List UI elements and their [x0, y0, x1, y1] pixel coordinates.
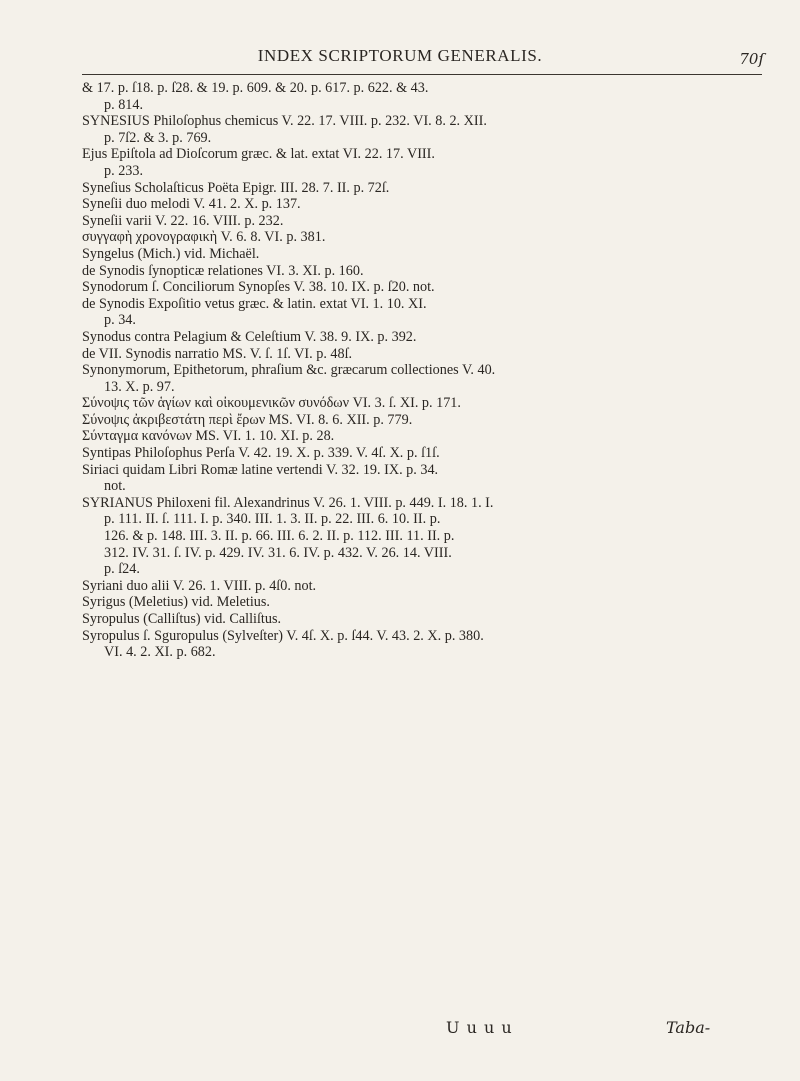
entry-line: & 17. p. ſ18. p. ſ28. & 19. p. 609. & 20. p. 617. p. 622. & 43. [82, 80, 429, 96]
index-entries [82, 80, 772, 661]
entry-line: p. 111. II. ſ. 111. I. p. 340. III. 1. 3. II. p. 22. III. 6. 10. II. p. [104, 511, 441, 528]
entry-line: Syngelus (Mich.) vid. Michaël. [82, 245, 260, 262]
entry-line: Syneſius Scholaſticus Poëta Epigr. III. 28. 7. II. p. 72ſ. [82, 179, 390, 196]
entry-line: Synonymorum, Epithetorum, phraſium &c. græcarum collectiones V. 40. [82, 362, 496, 379]
catchword: Taba- [666, 1018, 711, 1037]
entry-line: SYRIANUS Philoxeni fil. Alexandrinus V. 26. 1. VIII. p. 449. I. 18. 1. I. [82, 494, 494, 511]
entry-line: p. ſ24. [104, 561, 140, 578]
entry-line: Syneſii duo melodi V. 41. 2. X. p. 137. [82, 196, 301, 213]
entry-line: de VII. Synodis narratio MS. V. ſ. 1ſ. VI. p. 48ſ. [82, 345, 353, 362]
index-entry [82, 263, 772, 280]
index-entry [82, 196, 772, 213]
entry-line: Synodus contra Pelagium & Celeſtium V. 38. 9. IX. p. 392. [82, 328, 417, 345]
entry-line: Σύνοψις ἀκριβεστάτη περὶ ἔρων MS. VI. 8. 6. XII. p. 779. [82, 411, 413, 428]
entry-line: de Synodis Expoſitio vetus græc. & latin. extat VI. 1. 10. XI. [82, 295, 427, 312]
entry-line: Ejus Epiſtola ad Dioſcorum græc. & lat. extat VI. 22. 17. VIII. [82, 146, 435, 163]
index-entry [82, 428, 772, 445]
entry-line: 126. & p. 148. III. 3. II. p. 66. III. 6. 2. II. p. 112. III. 11. II. p. [104, 528, 455, 545]
index-entry [82, 113, 772, 146]
index-entry [82, 611, 772, 628]
entry-line: de Synodis ſynopticæ relationes VI. 3. XI. p. 160. [82, 262, 364, 279]
entry-line: p. 7ſ2. & 3. p. 769. [104, 129, 212, 146]
entry-line: Syrigus (Meletius) vid. Meletius. [82, 594, 270, 611]
entry-line: SYNESIUS Philoſophus chemicus V. 22. 17. VIII. p. 232. VI. 8. 2. XII. [82, 113, 487, 130]
index-entry [82, 462, 772, 495]
entry-line: Syropulus ſ. Sguropulus (Sylveſter) V. 4ſ. X. p. ſ44. V. 43. 2. X. p. 380. [82, 627, 484, 644]
index-entry [82, 329, 772, 346]
entry-line: συγγαφὴ χρονογραφικὴ V. 6. 8. VI. p. 381. [82, 229, 326, 246]
entry-line: Syropulus (Calliſtus) vid. Calliſtus. [82, 611, 282, 627]
signature-mark: U u u u [446, 1018, 513, 1037]
entry-line: Syntipas Philoſophus Perſa V. 42. 19. X. p. 339. V. 4ſ. X. p. ſ1ſ. [82, 445, 440, 462]
index-entry [82, 578, 772, 595]
entry-line: p. 814. [104, 96, 144, 113]
index-entry [82, 395, 772, 412]
index-entry [82, 628, 772, 661]
entry-line: Synodorum ſ. Conciliorum Synopſes V. 38. 10. IX. p. ſ20. not. [82, 279, 435, 296]
index-entry [82, 445, 772, 462]
entry-line: Σύνοψις τῶν ἁγίων καὶ οἰκουμενικῶν συνόδων VI. 3. ſ. XI. p. 171. [82, 395, 461, 412]
index-entry [82, 296, 772, 329]
page-header [0, 40, 800, 74]
entry-line: p. 34. [104, 312, 136, 329]
entry-line: VI. 4. 2. XI. p. 682. [104, 644, 216, 661]
index-entry [82, 362, 772, 395]
index-entry [82, 594, 772, 611]
index-entry [82, 146, 772, 179]
index-entry [82, 495, 772, 578]
entry-line: 312. IV. 31. ſ. IV. p. 429. IV. 31. 6. IV. p. 432. V. 26. 14. VIII. [104, 544, 452, 561]
index-entry [82, 180, 772, 197]
index-entry [82, 346, 772, 363]
index-entry [82, 246, 772, 263]
entry-line: Σύνταγμα κανόνων MS. VI. 1. 10. XI. p. 28. [82, 428, 335, 445]
header-rule [82, 74, 762, 75]
index-entry [82, 279, 772, 296]
running-head: INDEX SCRIPTORUM GENERALIS. [257, 46, 543, 65]
entry-line: Syriani duo alii V. 26. 1. VIII. p. 4ſ0. not. [82, 577, 317, 594]
entry-line: p. 233. [104, 162, 144, 179]
entry-line: 13. X. p. 97. [104, 378, 175, 395]
page-footer [0, 1018, 800, 1042]
index-entry [82, 80, 772, 113]
entry-line: Syneſii varii V. 22. 16. VIII. p. 232. [82, 212, 284, 229]
entry-line: not. [104, 478, 126, 495]
index-entry [82, 213, 772, 230]
index-entry [82, 412, 772, 429]
entry-line: Siriaci quidam Libri Romæ latine vertendi V. 32. 19. IX. p. 34. [82, 461, 439, 478]
index-entry [82, 229, 772, 246]
page-number: 70ſ [739, 50, 764, 68]
